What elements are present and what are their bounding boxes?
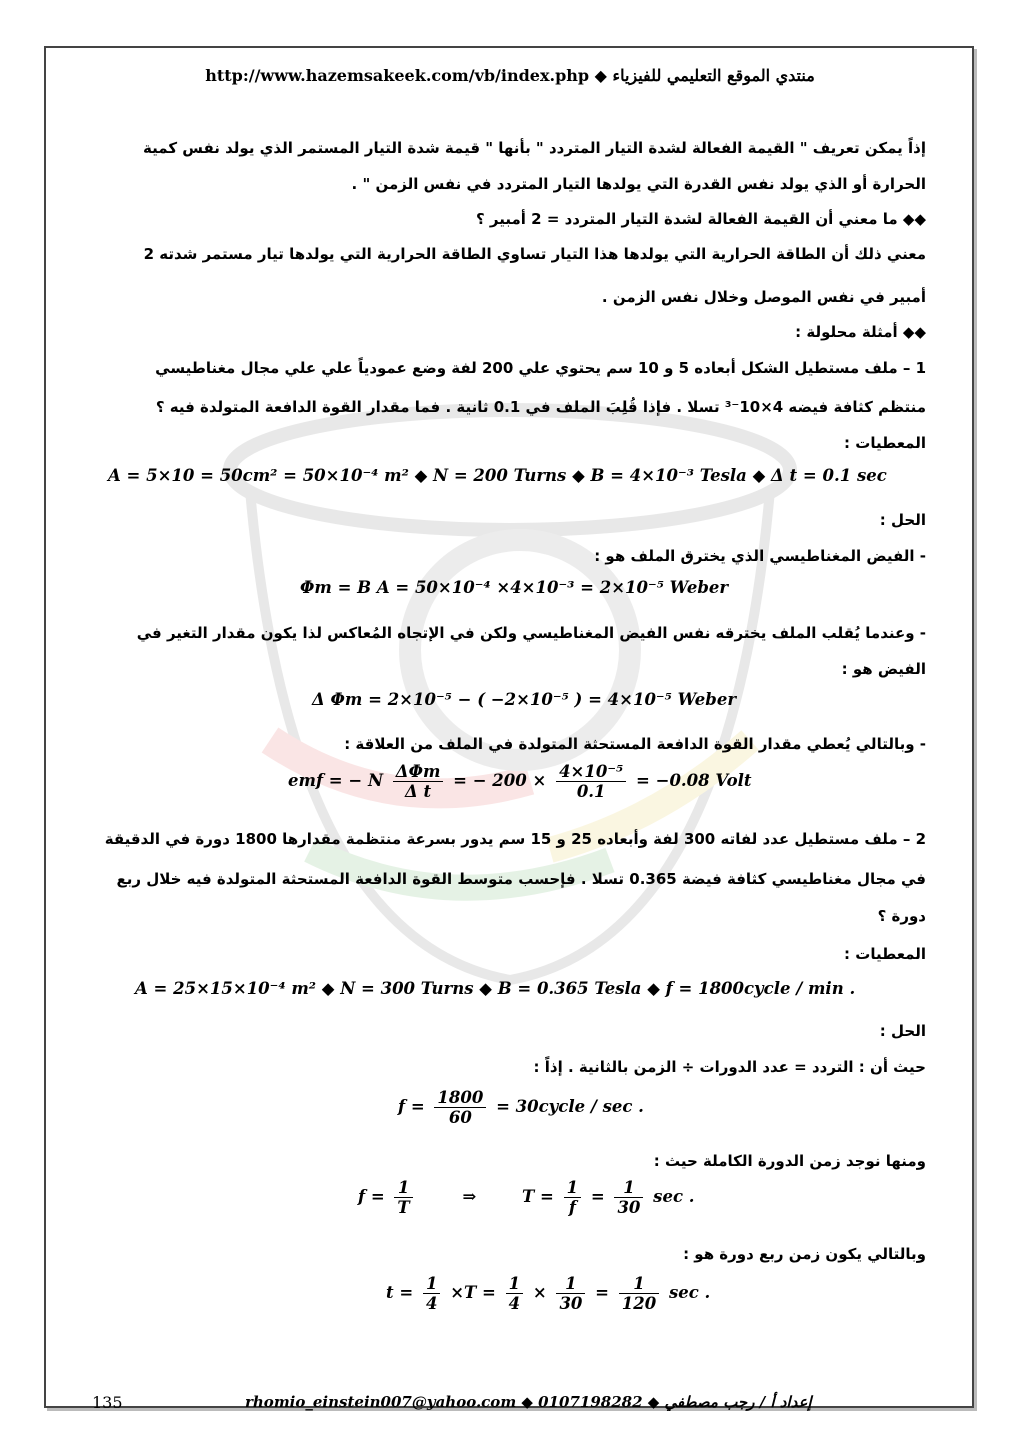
emf-equation: emf = − N $\frac{\text{ΔΦm}}{\text{Δ t}}$ = − 200 × $\frac{\text{4×10⁻⁵}}{0.1}$ = −0.08 Volt [288,762,752,801]
given-label-2: المعطيات : [844,945,926,963]
footer-credit: rhomio_einstein007@yahoo.com ◆ 0107198282 ◆ إعداد أ / رجب مصطفي [245,1393,812,1411]
flux-equation: Φm = B A = 50×10⁻⁴ ×4×10⁻³ = 2×10⁻⁵ Weber [300,578,729,597]
period-equation: f = $\frac{1}{T}$ ⇒ T = $\frac{1}{f}$ = $\frac{1}{30}$ sec . [358,1178,695,1217]
quarter-period-statement: وبالتالي يكون زمن ربع دورة هو : [683,1245,926,1263]
text-line-5: أمبير في نفس الموصل وخلال نفس الزمن . [601,288,926,306]
given-label-1: المعطيات : [844,434,926,452]
solution-label-1: الحل : [879,511,926,529]
quarter-period-equation: t = $\frac{1}{4}$ ×T = $\frac{1}{4}$ × $\frac{1}{30}$ = $\frac{1}{120}$ sec . [386,1274,711,1313]
given-equation-2: A = 25×15×10⁻⁴ m² ◆ N = 300 Turns ◆ B = 0.365 Tesla ◆ f = 1800cycle / min . [135,979,856,998]
question-line: ◆◆ ما معني أن القيمة الفعالة لشدة التيار المتردد = 2 أمبير ؟ [476,210,926,228]
page-number: 135 [92,1393,123,1412]
example2-line1: 2 – ملف مستطيل عدد لفاته 300 لفة وأبعاده 25 و 15 سم يدور بسرعة منتظمة مقدارها 1800 دورة في الدقيقة [104,830,926,848]
text-line-2: الحرارة أو الذي يولد نفس القدرة التي يولدها التيار المتردد في نفس الزمن " . [351,175,926,193]
reverse-statement-1: - وعندما يُقلب الملف يخترقه نفس الفيض المغناطيسي ولكن في الإتجاه المُعاكس لذا يكون مقدار التغير في [136,624,926,642]
frequency-equation: f = $\frac{1800}{60}$ = 30cycle / sec . [398,1088,644,1127]
example1-line1: 1 – ملف مستطيل الشكل أبعاده 5 و 10 سم يحتوي علي 200 لفة وضع عمودياً علي علي مجال مغناطيسي [155,359,926,377]
delta-flux-equation: Δ Φm = 2×10⁻⁵ − ( −2×10⁻⁵ ) = 4×10⁻⁵ Weber [312,690,737,709]
frequency-statement: حيث أن : التردد = عدد الدورات ÷ الزمن بالثانية . إذاً : [533,1058,926,1076]
example2-line3: دورة ؟ [877,907,926,925]
page-header: http://www.hazemsakeek.com/vb/index.php ◆ منتدي الموقع التعليمي للفيزياء [205,66,815,85]
emf-statement: - وبالتالي يُعطي مقدار القوة الدافعة المستحثة المتولدة في الملف من العلاقة : [344,735,926,753]
example1-line2: منتظم كثافة فيضه 4×10⁻³ تسلا . فإذا قُلِبَ الملف في 0.1 ثانية . فما مقدار القوة الدافعة المتولدة فيه ؟ [155,398,926,416]
text-line-1: إذاً يمكن تعريف " القيمة الفعالة لشدة التيار المتردد " بأنها " قيمة شدة التيار المستمر الذي يولد نفس كمية [143,139,926,157]
example2-line2: في مجال مغناطيسي كثافة فيضة 0.365 تسلا . فإحسب متوسط القوة الدافعة المستحثة المتولدة فيه خلال ربع [116,870,926,888]
reverse-statement-2: الفيض هو : [841,660,926,678]
solution-label-2: الحل : [879,1022,926,1040]
examples-heading: ◆◆ أمثلة محلولة : [795,323,926,341]
given-equation-1: A = 5×10 = 50cm² = 50×10⁻⁴ m² ◆ N = 200 Turns ◆ B = 4×10⁻³ Tesla ◆ Δ t = 0.1 sec [108,466,887,485]
text-line-4: معني ذلك أن الطاقة الحرارية التي يولدها هذا التيار تساوي الطاقة الحرارية التي يولدها تيار مستمر شدته 2 [143,245,926,263]
period-statement: ومنها نوجد زمن الدورة الكاملة حيث : [653,1152,926,1170]
flux-statement: - الفيض المغناطيسي الذي يخترق الملف هو : [594,547,926,565]
